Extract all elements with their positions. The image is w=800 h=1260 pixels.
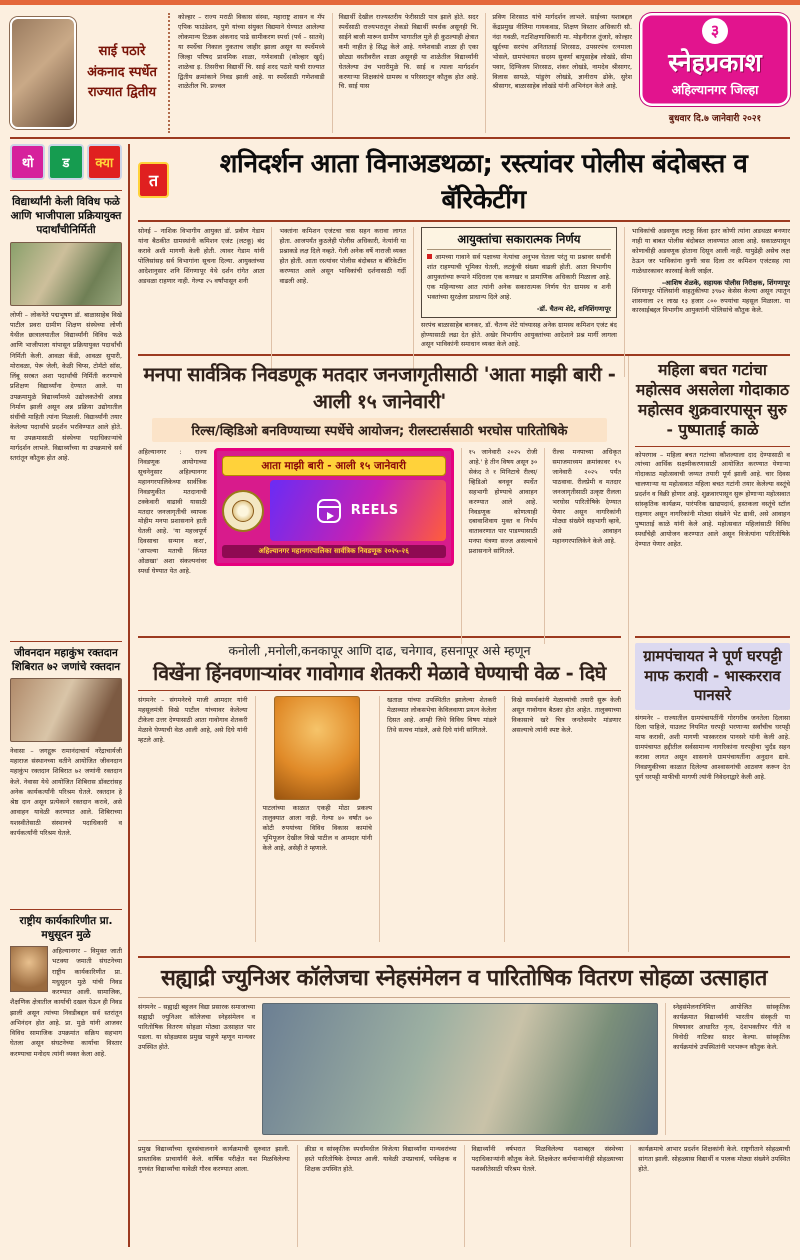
story-c-headline: महिला बचत गटांचा महोत्सव असलेला गोदाकाठ महोत्सव शुक्रवारपासून सुरु - पुष्पाताई काळे [635,360,790,447]
story-b-columns [138,448,621,644]
newspaper-title: स्नेहप्रकाश [668,48,762,77]
story-shanidarshan [138,144,790,356]
middle-left-stack [138,356,621,952]
story-a-col4: शिंगणापूर पोलिसांनी वाहतुकीच्या ३९७२ केसेस केल्या असून त्यातून शासनाला २१ लाख १३ हजार ८०० रुपयांचा महसूल मिळाला. या कारवाईबद्दल विभागीय आयुक्तांनी पोलिसांचे कौतुक केले. [631,286,790,315]
story-f-bottom-col3: विद्यार्थ्यांनी वर्षभरात मिळविलेल्या यशाबद्दल संस्थेच्या पदाधिकाऱ्यांनी कौतुक केले. शिक्षकेतर कर्मचाऱ्यांनीही सोहळ्याच्या यशस्वीतेसाठी परिश्रम घेतले. [464,1145,624,1247]
student-photo-caption: साई पठारे अंकनाद स्पर्धेत राज्यात द्वितीय [87,43,157,101]
story-d-col3: खताळ यांच्या उपस्थितीत झालेल्या शेतकरी मेळाव्यात लोकसभेचा केविलवाणा प्रयत्न केलेला दिसत आहे. आम्ही जिथे विविध विषय मांडले तिथे सत्यच मांडले, असे दिघे यांनी सांगितले. [379,696,497,942]
event-stage-photo [262,1003,658,1135]
sidebar-story1-headline: विद्यार्थ्यांनी केली विविध फळे आणि भाजीपाला प्रक्रियायुक्त पदार्थांचीनिर्मिती [10,190,122,238]
campaign-banner-footer: अहिल्यानगर महानगरपालिका सार्वत्रिक निवडणूक २०२५-२६ [222,545,446,558]
reels-panel [270,480,446,541]
student-photo [10,17,76,129]
story-a-col2: भक्तांना कमिशन एजंटचा त्रास सहन करावा लागत होता. आजपर्यंत कुठलेही पोलीस अधिकारी, नेत्यांनी या प्रश्नाकडे लक्ष दिले नव्हते. गेली अनेक वर्षे नाराजी व्यक्त होत होती. आता रस्त्यांवर पोलीस बंदोबस्त व बॅरिकेटींग करण्यात आले असून भाविकांची दर्शनासाठी गर्दी वाढली आहे. [271,227,405,377]
municipal-seal-icon [222,490,264,532]
story-f-bottom-col4: कार्यक्रमाचे आभार प्रदर्शन शिक्षकांनी केले. राष्ट्रगीताने सोहळ्याची सांगता झाली. सोहळ्यास विद्यार्थी व पालक मोठ्या संख्येने उपस्थित होते. [630,1145,790,1247]
story-f-bottom-col1: प्रमुख विद्यार्थ्यांच्या सूत्रसंचालनाने कार्यक्रमाची सुरुवात झाली. प्रास्ताविक प्राचार्यांनी केले. वार्षिक परीक्षेत यश मिळविलेल्या गुणवंत विद्यार्थ्यांचा यावेळी गौरव करण्यात आला. [138,1145,290,1173]
story-b-col3: रील्स मनपाच्या अधिकृत समाजमाध्यम क्रमांकावर १५ जानेवारी २०२५ पर्यंत पाठवावा. रीलप्रेमी व मतदार जनजागृतीसाठी उत्कृष्ट रीलला भरघोस पारितोषिके देण्यात येणार असून नागरिकांनी मोठ्या संख्येने सहभागी व्हावे, असे आवाहन महानगरपालिकेने केले आहे. [544,448,621,644]
story-c-body: कोपरगाव – महिला बचत गटांच्या कौशल्याला दाद देण्यासाठी व त्यांच्या आर्थिक सक्षमीकरणासाठी आयोजित करण्यात येणाऱ्या गोदाकाठ महोत्सवाची जय्यत तयारी पूर्ण झाली आहे. चार दिवस चालणाऱ्या या महोत्सवात महिला बचत गटांनी तयार केलेल्या वस्तूंचे प्रदर्शन व विक्री होणार आहे. शुक्रवारपासून सुरू होणाऱ्या महोत्सवात सांस्कृतिक कार्यक्रम, पारंपरिक खाद्यपदार्थ, हस्तकला वस्तूंचे स्टॉल राहणार असून नागरिकांनी मोठ्या संख्येने भेट द्यावी, असे आवाहन पुष्पाताई काळे यांनी केले आहे. महोत्सवात महिलांसाठी विविध स्पर्धांचेही आयोजन करण्यात आले असून विजेत्यांना पारितोषिके देण्यात येणार आहेत. [635,450,790,548]
commissioner-decision-sign: -डॉ. चैतन्य शेटे, शनिशिंगणापूर [536,304,611,313]
story-d-col2: पाटलांच्या काळात एकही मोठा प्रकल्प तालुक्यात आला नाही. गेल्या ४० वर्षांत ७० कोटी रुपयांच्या विविध विकास कामांचे भूमिपूजन देखील विखे पाटील व आमदार यांनी केले आहे, असेही ते म्हणाले. [262,804,372,852]
story-a-col1: सोनई – नाशिक विभागीय आयुक्त डॉ. प्रवीण गेडाम यांना बैठकीत ग्रामस्थांनी कमिशन एजंट (लटकू) बंद करावे अशी मागणी केली होती. त्यावर गेडाम यांनी पोलिसांसह सर्व विभागांना सूचना दिल्या. आयुक्तांच्या आदेशानुसार शनि शिंगणापूर येथे दर्शन रांगेत आता अडथळा राहणार नाही. गेल्या २५ वर्षांपासून शनी [138,227,265,285]
sidebar-story1-body: लोणी – लोकनेते पद्मभूषण डॉ. बाळासाहेब विखे पाटील प्रवरा ग्रामीण शिक्षण संस्थेच्या लोणी येथील छात्रालयातील विद्यार्थ्यांनी विविध फळे आणि भाजीपाला यांपासून प्रक्रियायुक्त पदार्थांची निर्मिती केली. आवळा कँडी, आवळा सुपारी, मोरावळा, पेरू जेली, केळी चिप्स, टोमॅटो सॉस, लिंबू सरबत अशा पदार्थांची निर्मिती करण्याचे प्रशिक्षण विद्यार्थ्यांना देण्यात आले. या उपक्रमामुळे विद्यार्थ्यांमध्ये उद्योजकतेची आवड निर्माण झाली असून अन्न प्रक्रिया उद्योगातील संधींची माहिती त्यांना मिळाली. विद्यार्थ्यांनी तयार केलेल्या पदार्थांचे प्रदर्शन भरविण्यात आले होते. या उपक्रमासाठी संस्थेच्या पदाधिकाऱ्यांचे मार्गदर्शन लाभले. विद्यार्थ्यांच्या या उपक्रमाचे सर्व स्तरांतून कौतुक होत आहे. [10,310,122,463]
election-campaign-graphic [214,448,454,566]
police-quote-text: भाविकांची अडवणूक लटकू किंवा इतर कोणी त्यांना अडथळा बनणार नाही या बाबत पोलीस बंदोबस्त लावण्यात आला आहे. सकाळपासून कोणाचीही अडवणूक होताना दिसून आली नाही. यापुढेही असेच लक्ष ठेऊन जर भाविकांना कुणी त्रास दिला तर कमिशन एजंटसह त्या गाळेधारकावर कारवाई केली जाईल. [631,227,790,275]
story-e-headline: ग्रामपंचायत ने पूर्ण घरपट्टी माफ करावी - भास्करराव पानसरे [635,643,790,710]
sidebar-story3-headline: राष्ट्रीय कार्यकारिणीत प्रा. मधुसूदन मुळे [10,909,122,942]
brief-column-3: प्रविण शिरसाठ यांचे मार्गदर्शन लाभले. साईच्या यशाबद्दल केंद्रप्रमुख नीलिमा गायकवाड, शिक्षण विस्तार अधिकारी सौ. नंदा गवळी, गटशिक्षणाधिकारी मा. मोइनीराज तुंजारे, कोल्हार खुर्दच्या सरपंच अनिताताई शिरसाठ, उपसरपंच रत्नमाला भोसले, ग्रामपंचायत सदस्य सुवर्णा बापूसाहेब लोखंडे, सीमा पवार, दिग्विजय शिरसाठ, शंकर लोखंडे, नामदेव श्रीसागर, विलास सायळे, पांडुरंग लोखंडे, ज्ञानीराय ढोके, सुरेश श्रीसागर, बाळासाहेब लोखंडे यांनी अभिनंदन केले आहे. [485,13,632,133]
story-a-boxcol [413,227,617,377]
reels-icon [317,499,341,523]
reels-label: REELS [350,503,399,518]
story-b-col1: अहिल्यानगर : राज्य निवडणूक आयोगाच्या सूचनेनुसार अहिल्यानगर महानगरपालिकेच्या सार्वत्रिक निवडणुकीत मतदानाची टक्केवारी वाढावी यासाठी मतदार जनजागृतीची व्यापक मोहीम मनपा प्रशासनाने हाती घेतली आहे. 'या महत्त्वपूर्ण दिवसाचा सन्मान करा', 'आपल्या मताची किंमत ओळखा' अशा संकल्पनांवर स्पर्धा घेण्यात येत आहे. [138,448,207,576]
story-gharpatti-maf [635,638,790,952]
story-b-subheadline: रिल्स/व्हिडिओ बनविण्याच्या स्पर्धेचे आयोजन; रीलस्टार्ससाठी भरघोस पारितोषिके [152,418,607,442]
commissioner-decision-box [421,227,617,318]
blood-donation-photo [10,678,122,742]
sidebar-story3-body: अहिल्यानगर – विमुक्त जाती भटक्या जमाती संघटनेच्या राष्ट्रीय कार्यकारिणीत प्रा. मधुसूदन मुळे यांची निवड करण्यात आली. सामाजिक, शैक्षणिक क्षेत्रातील कार्याची दखल घेऊन ही निवड झाली असून त्यांच्या निवडीबद्दल सर्व स्तरांतून अभिनंदन होत आहे. प्रा. मुळे यांनी आजवर विविध सामाजिक उपक्रमांत सक्रिय सहभाग घेतला असून संघटनेच्या कार्याचा विस्तार करण्याचा मनोदय त्यांनी व्यक्त केला आहे. [10,947,122,1058]
sidebar-story3-body-wrap [10,946,122,1247]
story-shanidarshan-headrow [138,144,790,222]
campaign-banner-middle [222,480,446,541]
logo-box-1: थो [10,144,45,180]
body-grid [10,139,790,1247]
left-sidebar [10,144,130,1247]
story-vikhe-melave [138,638,621,952]
middle-grid [138,356,790,952]
story-a-quotecol [624,227,790,377]
commissioner-decision-title: आयुक्तांचा सकारात्मक निर्णय [427,232,611,250]
story-d-columns [138,696,621,942]
masthead-box [640,13,790,106]
logo-box-4: त [138,162,169,198]
story-d-photocol [255,696,373,942]
story-shanidarshan-columns [138,227,790,377]
story-e-body: संगमनेर – राज्यातील ग्रामपंचायतींनी गोरगरीब जनतेला दिलासा दिला पाहिजे, याउलट नियमित घरपट्टी भरणाऱ्या सर्वांचीच घरपट्टी माफ करावी, अशी मागणी भास्करराव पानसरे यांनी केली आहे. ग्रामपंचायत हद्दीतील सर्वसामान्य नागरिकांना घरपट्टीचा भुर्दंड सहन करावा लागत असून शासनाने ग्रामपंचायतींना अनुदान द्यावे. निवडणुकीच्या काळात दिलेल्या आश्वासनांची आठवण करून देत पूर्ण घरपट्टी माफीची मागणी त्यांनी निवेदनाद्वारे केली आहे. [635,713,790,782]
story-godakath-mahotsav [635,356,790,638]
top-news-brief [178,13,632,133]
story-d-headline: विखेंना हिंनवणाऱ्यांवर गावोगाव शेतकरी मेळावे घेण्याची वेळ - दिघे [138,659,621,691]
newspaper-subtitle: अहिल्यानगर जिल्हा [671,82,759,97]
story-b-headline: मनपा सार्वत्रिक निवडणूक मतदार जनजागृतीसाठी 'आता माझी बारी - आली १५ जानेवारी' [143,363,616,413]
commissioner-decision-text: आमच्या गावाने सर्व पक्षाच्या नेत्यांचा अनुभव घेतला परंतु या प्रश्नावर सर्वांनी शांत राहण्याची भूमिका घेतली, लटकूंची संख्या वाढली होती. आता विभागीय आयुक्तांच्या रूपाने मंदिराला एक कणखर व प्रामाणिक अधिकारी मिळाला आहे. एक महिन्याच्या आत त्यांनी अनेक सकारात्मक निर्णय घेत ग्रामस्थ व शनी भक्तांच्या सुरक्षेला प्राधान्य दिले आहे. [426,253,611,301]
story-f-bottom-row [138,1140,790,1247]
date-line: बुधवार दि.७ जानेवारी २०२१ [668,114,762,124]
logo-box-3: क्या [87,144,122,180]
masthead [640,13,790,133]
portrait-photo [274,696,360,800]
story-f-right-column: स्नेहसंमेलनानिमित्त आयोजित सांस्कृतिक कार्यक्रमात विद्यार्थ्यांनी भारतीय संस्कृती या विषयावर आधारित नृत्य, देशभक्तीपर गीते व विनोदी नाटिका सादर केल्या. सांस्कृतिक कार्यक्रमांचे उपस्थितांनी भरभरून कौतुक केले. [665,1003,790,1135]
brief-column-2: विद्यार्थी देखील राज्यस्तरीय फेरीसाठी पात्र झाले होते. सदर स्पर्धेसाठी राज्यभरातून शेकडो विद्यार्थी स्पर्धक असूनही चि. साईने बाजी मारून ग्रामीण भागातील मुले ही कुठल्याही क्षेत्रात कमी नाहीत हे सिद्ध केले आहे. गणेशवाडी शाळा ही एका छोट्या वस्तीवरील शाळा असूनही या शाळेतील विद्यार्थ्यांनी घेतलेल्या उंच भरारीमुळे चि. साई व त्याला मार्गदर्शन करणाऱ्या शिक्षकांचे ग्रामस्थ व परिसरातून कौतुक होत आहे. चि. साई यास [332,13,479,133]
top-photo-news [10,13,170,133]
story-d-col4: विखे समर्थकांनी मेळाव्यांची तयारी सुरू केली असून गावोगाव बैठका होत आहेत. तालुक्याच्या विकासाचे खरे चित्र जनतेसमोर मांडणार असल्याचे त्यांनी स्पष्ट केले. [504,696,622,942]
story-f-headline: सह्याद्री ज्युनिअर कॉलेजचा स्नेहसंमेलन व पारितोषिक वितरण सोहळा उत्साहात [138,962,790,998]
sidebar-story2-headline: जीवनदान महाकुंभ रक्तदान शिबिरात ७२ जणांचे रक्तदान [10,641,122,674]
police-quote-sign: –आशिष शेळके, सहायक पोलीस निरीक्षक, शिंगणापूर [661,278,790,287]
story-f-left-column: संगमनेर – सह्याद्री बहुजन विद्या प्रसारक समाजाच्या सह्याद्री ज्युनिअर कॉलेजचा स्नेहसंमेलन व पारितोषिक वितरण सोहळा मोठ्या उत्साहात पार पडला. या सोहळ्यास प्रमुख पाहुणे म्हणून मान्यवर उपस्थित होते. [138,1003,255,1051]
story-a-col3: सरपंच बाळासाहेब बानकर, डॉ. चैतन्य शेटे यांच्यासह अनेक ग्रामस्थ कमिशन एजंट बंद होण्यासाठी लढा देत होते. अखेर विभागीय आयुक्तांच्या आदेशाने प्रश्न मार्गी लागला असून भाविकांनी समाधान व्यक्त केले आहे. [420,320,617,349]
right-rail [628,356,790,952]
logo-box-2: ड [48,144,83,180]
page-header [10,13,790,139]
story-b-col2: १५ जानेवारी २०२५ रोजी आहे.' हे तीन विषय असून ३० सेकंद ते १ मिनिटाचे रील्स/व्हिडिओ बनवून स्पर्धेत सहभागी होण्याचे आवाहन करण्यात आले आहे. निवडणूक कोणत्याही दबावाशिवाय मुक्त व निर्भय वातावरणात पार पाडण्यासाठी मनपा यंत्रणा सज्ज असल्याचे प्रशासनाने सांगितले. [461,448,538,644]
red-square-bullet-icon [427,254,432,259]
campaign-banner-title: आता माझी बारी - आली १५ जानेवारी [222,456,446,476]
main-content [138,144,790,1247]
activity-photo [10,242,122,306]
story-mnpa-election [138,356,621,638]
story-f-bottom-col2: क्रीडा व सांस्कृतिक स्पर्धांमधील विजेत्या विद्यार्थ्यांना मान्यवरांच्या हस्ते पारितोषिके देण्यात आली. यावेळी उपप्राचार्य, पर्यवेक्षक व शिक्षक उपस्थित होते. [297,1145,457,1247]
brief-column-1: कोल्हार – राज्य मराठी विकास संस्था, महाराष्ट्र शासन व मॅप एपिक फाउंडेशन, पुणे यांच्या संयुक्त विद्यमाने घेण्यात आलेल्या लोकमान्य टिळक अंकनाद पाढे सामीकरण स्पर्धा (पर्व – सातवे) या स्पर्धेचा निकाल नुकताच जाहीर झाला असून या स्पर्धेमध्ये जिल्हा परिषद प्राथमिक शाळा, गणेशवाडी (कोल्हार खुर्द) शाळेचा इ. तिसरीचा विद्यार्थी चि. साई शरद पठारे याची राज्यात द्वितीय क्रमांकाने निवड झाली आहे. या स्पर्धेसाठी गणेशवाडी शाळेतील चि. प्रज्वल [178,13,325,91]
story-shanidarshan-headline: शनिदर्शन आता विनाअडथळा; रस्त्यांवर पोलीस बंदोबस्त व बॅरिकेटींग [219,149,748,215]
leader-photo [10,946,48,992]
section-logo-thodkyat [10,144,122,180]
edition-number-badge: ३ [702,18,728,44]
story-snehasammelan [138,956,790,1247]
story-d-col1: संगमनेर – संगमनेरचे माजी आमदार यांनी महसूलमंत्री विखे पाटील यांच्यावर केलेल्या टीकेला उत्तर देण्यासाठी आता गावोगाव शेतकरी मेळावे घेण्याची वेळ आली आहे, असे दिघे यांनी म्हटले आहे. [138,696,248,744]
sidebar-story2-body: नेवासा – जगद्गुरू रामानंदाचार्य नरेंद्राचार्यजी महाराज संस्थानच्या वतीने आयोजित जीवनदान महाकुंभ रक्तदान शिबिरात ७२ जणांनी रक्तदान केले. नेवासा येथे आयोजित शिबिरास डॉक्टरांसह अनेक कार्यकर्त्यांनी परिश्रम घेतले. रक्तदान हे श्रेष्ठ दान असून प्रत्येकाने रक्तदान करावे, असे आवाहन यावेळी करण्यात आले. शिबिराच्या यशस्वीतेसाठी संस्थानचे पदाधिकारी व कार्यकर्त्यांनी परिश्रम घेतले. [10,746,122,837]
story-d-kicker: कनोली ,मनोली,कनकापूर आणि दाढ, चनेगाव, हसनापूर असे म्हणून [228,643,531,658]
story-f-top-row [138,1003,790,1135]
